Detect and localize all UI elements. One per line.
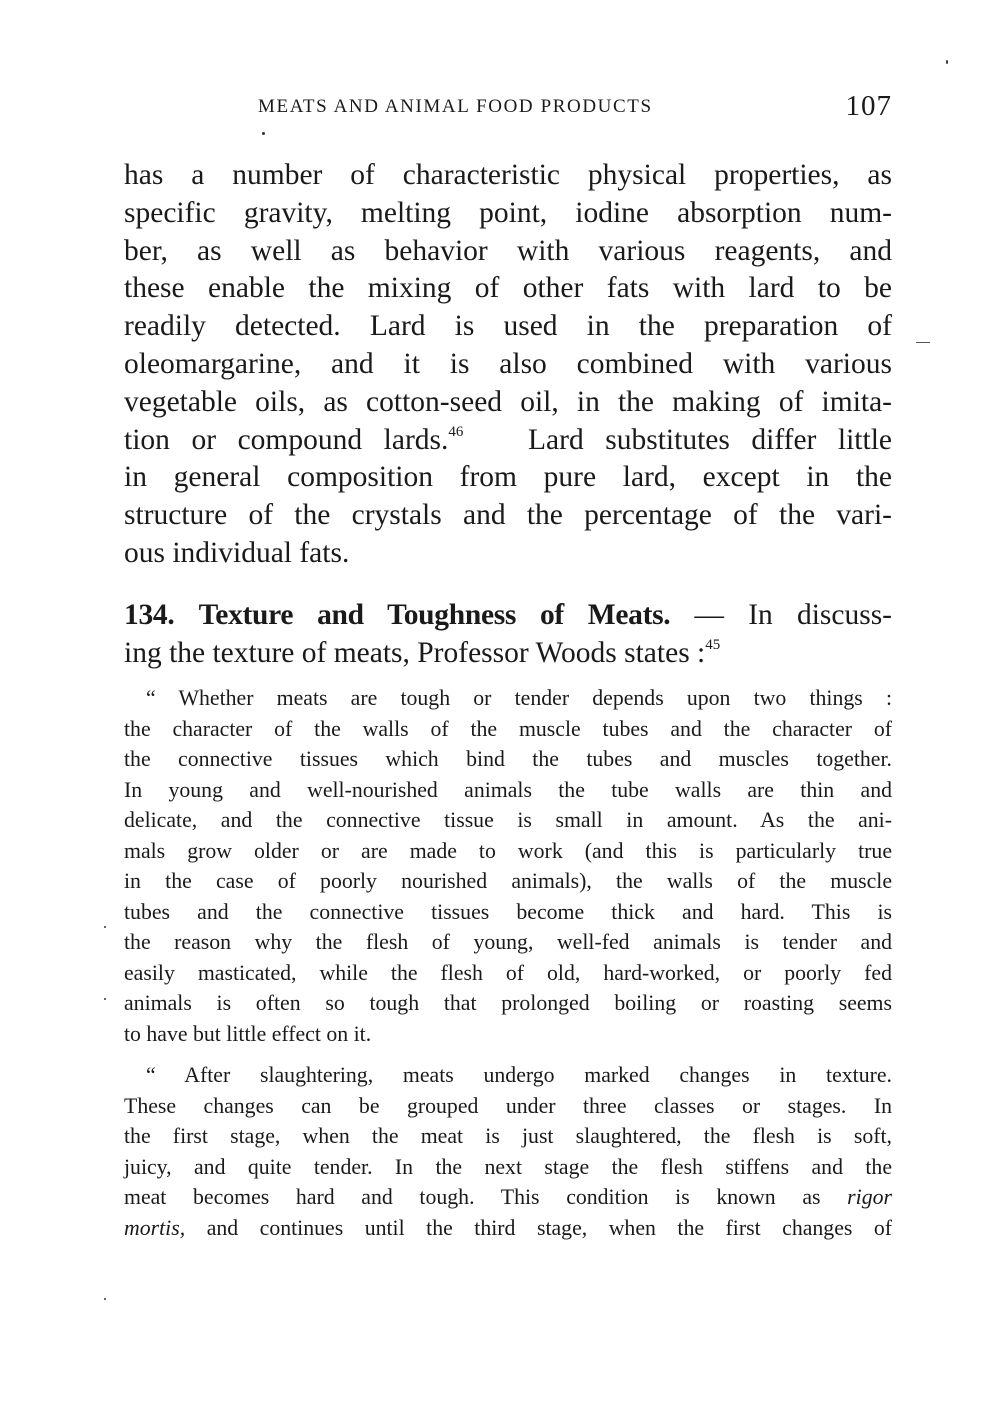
text-line: readily detected. Lard is used in the preparation of <box>124 310 892 343</box>
text-segment: and continues until the third stage, when the first changes of <box>206 1215 893 1240</box>
quote-line: mals grow older or are made to work (and this is particularly true <box>124 838 892 863</box>
quote-line: animals is often so tough that prolonged boiling or roasting seems <box>124 991 892 1015</box>
section-number: 134. <box>124 599 175 631</box>
section-title: Texture and Toughness of Meats. <box>198 599 671 631</box>
text-line: has a number of characteristic physical properties, as <box>124 159 892 191</box>
paragraph-lard-properties <box>124 157 892 573</box>
quote-line <box>124 1182 892 1213</box>
scan-speck <box>104 926 106 928</box>
quote-line: tubes and the connective tissues become thick and hard. This is <box>124 899 892 924</box>
footnote-ref-45[interactable]: 45 <box>705 636 721 653</box>
text-line: ber, as well as behavior with various reagents, and <box>124 234 892 267</box>
text-segment: ing the texture of meats, Professor Woods states : <box>124 636 706 669</box>
running-head <box>124 92 892 126</box>
text-segment: Lard substitutes differ little <box>528 423 892 456</box>
quote-line: juicy, and quite tender. In the next stage the flesh stiffens and the <box>124 1154 892 1179</box>
text-line: structure of the crystals and the percentage of the vari- <box>124 499 892 532</box>
running-title: MEATS AND ANIMAL FOOD PRODUCTS <box>258 96 653 117</box>
scan-speck <box>946 60 948 64</box>
quote-line: delicate, and the connective tissue is small in amount. As the ani- <box>124 808 892 832</box>
quote-line: in the case of poorly nourished animals), the walls of the muscle <box>124 869 892 893</box>
section-134 <box>124 597 892 673</box>
scan-speck <box>104 1298 106 1300</box>
quote-line: “ After slaughtering, meats undergo marked changes in texture. <box>146 1063 892 1087</box>
text-line-with-footnote <box>124 422 892 460</box>
scan-mark <box>916 342 930 343</box>
text-segment: tion or compound lards. <box>124 423 449 456</box>
quote-line: In young and well-nourished animals the tube walls are thin and <box>124 777 892 802</box>
quote-line: the connective tissues which bind the tubes and muscles together. <box>124 747 892 771</box>
quote-line <box>124 1213 892 1244</box>
text-line: oleomargarine, and it is also combined with various <box>124 347 892 380</box>
quote-line: easily masticated, while the flesh of old, hard-worked, or poorly fed <box>124 960 892 985</box>
quote-line: the first stage, when the meat is just slaughtered, the flesh is soft, <box>124 1124 892 1148</box>
text-line: in general composition from pure lard, except in the <box>124 461 892 494</box>
text-line: these enable the mixing of other fats with lard to be <box>124 272 892 305</box>
quote-line: the reason why the flesh of young, well-fed animals is tender and <box>124 930 892 954</box>
scan-speck <box>104 998 106 1000</box>
text-line: specific gravity, melting point, iodine absorption num- <box>124 196 892 229</box>
text-line: vegetable oils, as cotton-seed oil, in the making of imita- <box>124 385 892 418</box>
text-line: ous individual fats. <box>124 536 350 569</box>
block-quote-woods-2 <box>124 1060 892 1243</box>
italic-term: mortis, <box>124 1215 186 1240</box>
text-segment: In discuss- <box>748 599 892 631</box>
block-quote-woods-1 <box>124 683 892 1049</box>
quote-line: “ Whether meats are tough or tender depends upon two things : <box>146 686 892 710</box>
section-heading-line <box>124 597 892 635</box>
footnote-ref-46[interactable]: 46 <box>448 423 464 440</box>
quote-line: These changes can be grouped under three classes or stages. In <box>124 1093 892 1118</box>
text-line-with-footnote <box>124 635 892 673</box>
em-dash: — <box>670 599 749 631</box>
text-segment: meat becomes hard and tough. This condition is known as <box>124 1185 821 1209</box>
italic-term: rigor <box>847 1185 892 1209</box>
quote-line: to have but little effect on it. <box>124 1021 372 1046</box>
quote-line: the character of the walls of the muscle tubes and the character of <box>124 716 892 741</box>
page-number: 107 <box>845 90 892 122</box>
scan-speck <box>262 132 265 135</box>
